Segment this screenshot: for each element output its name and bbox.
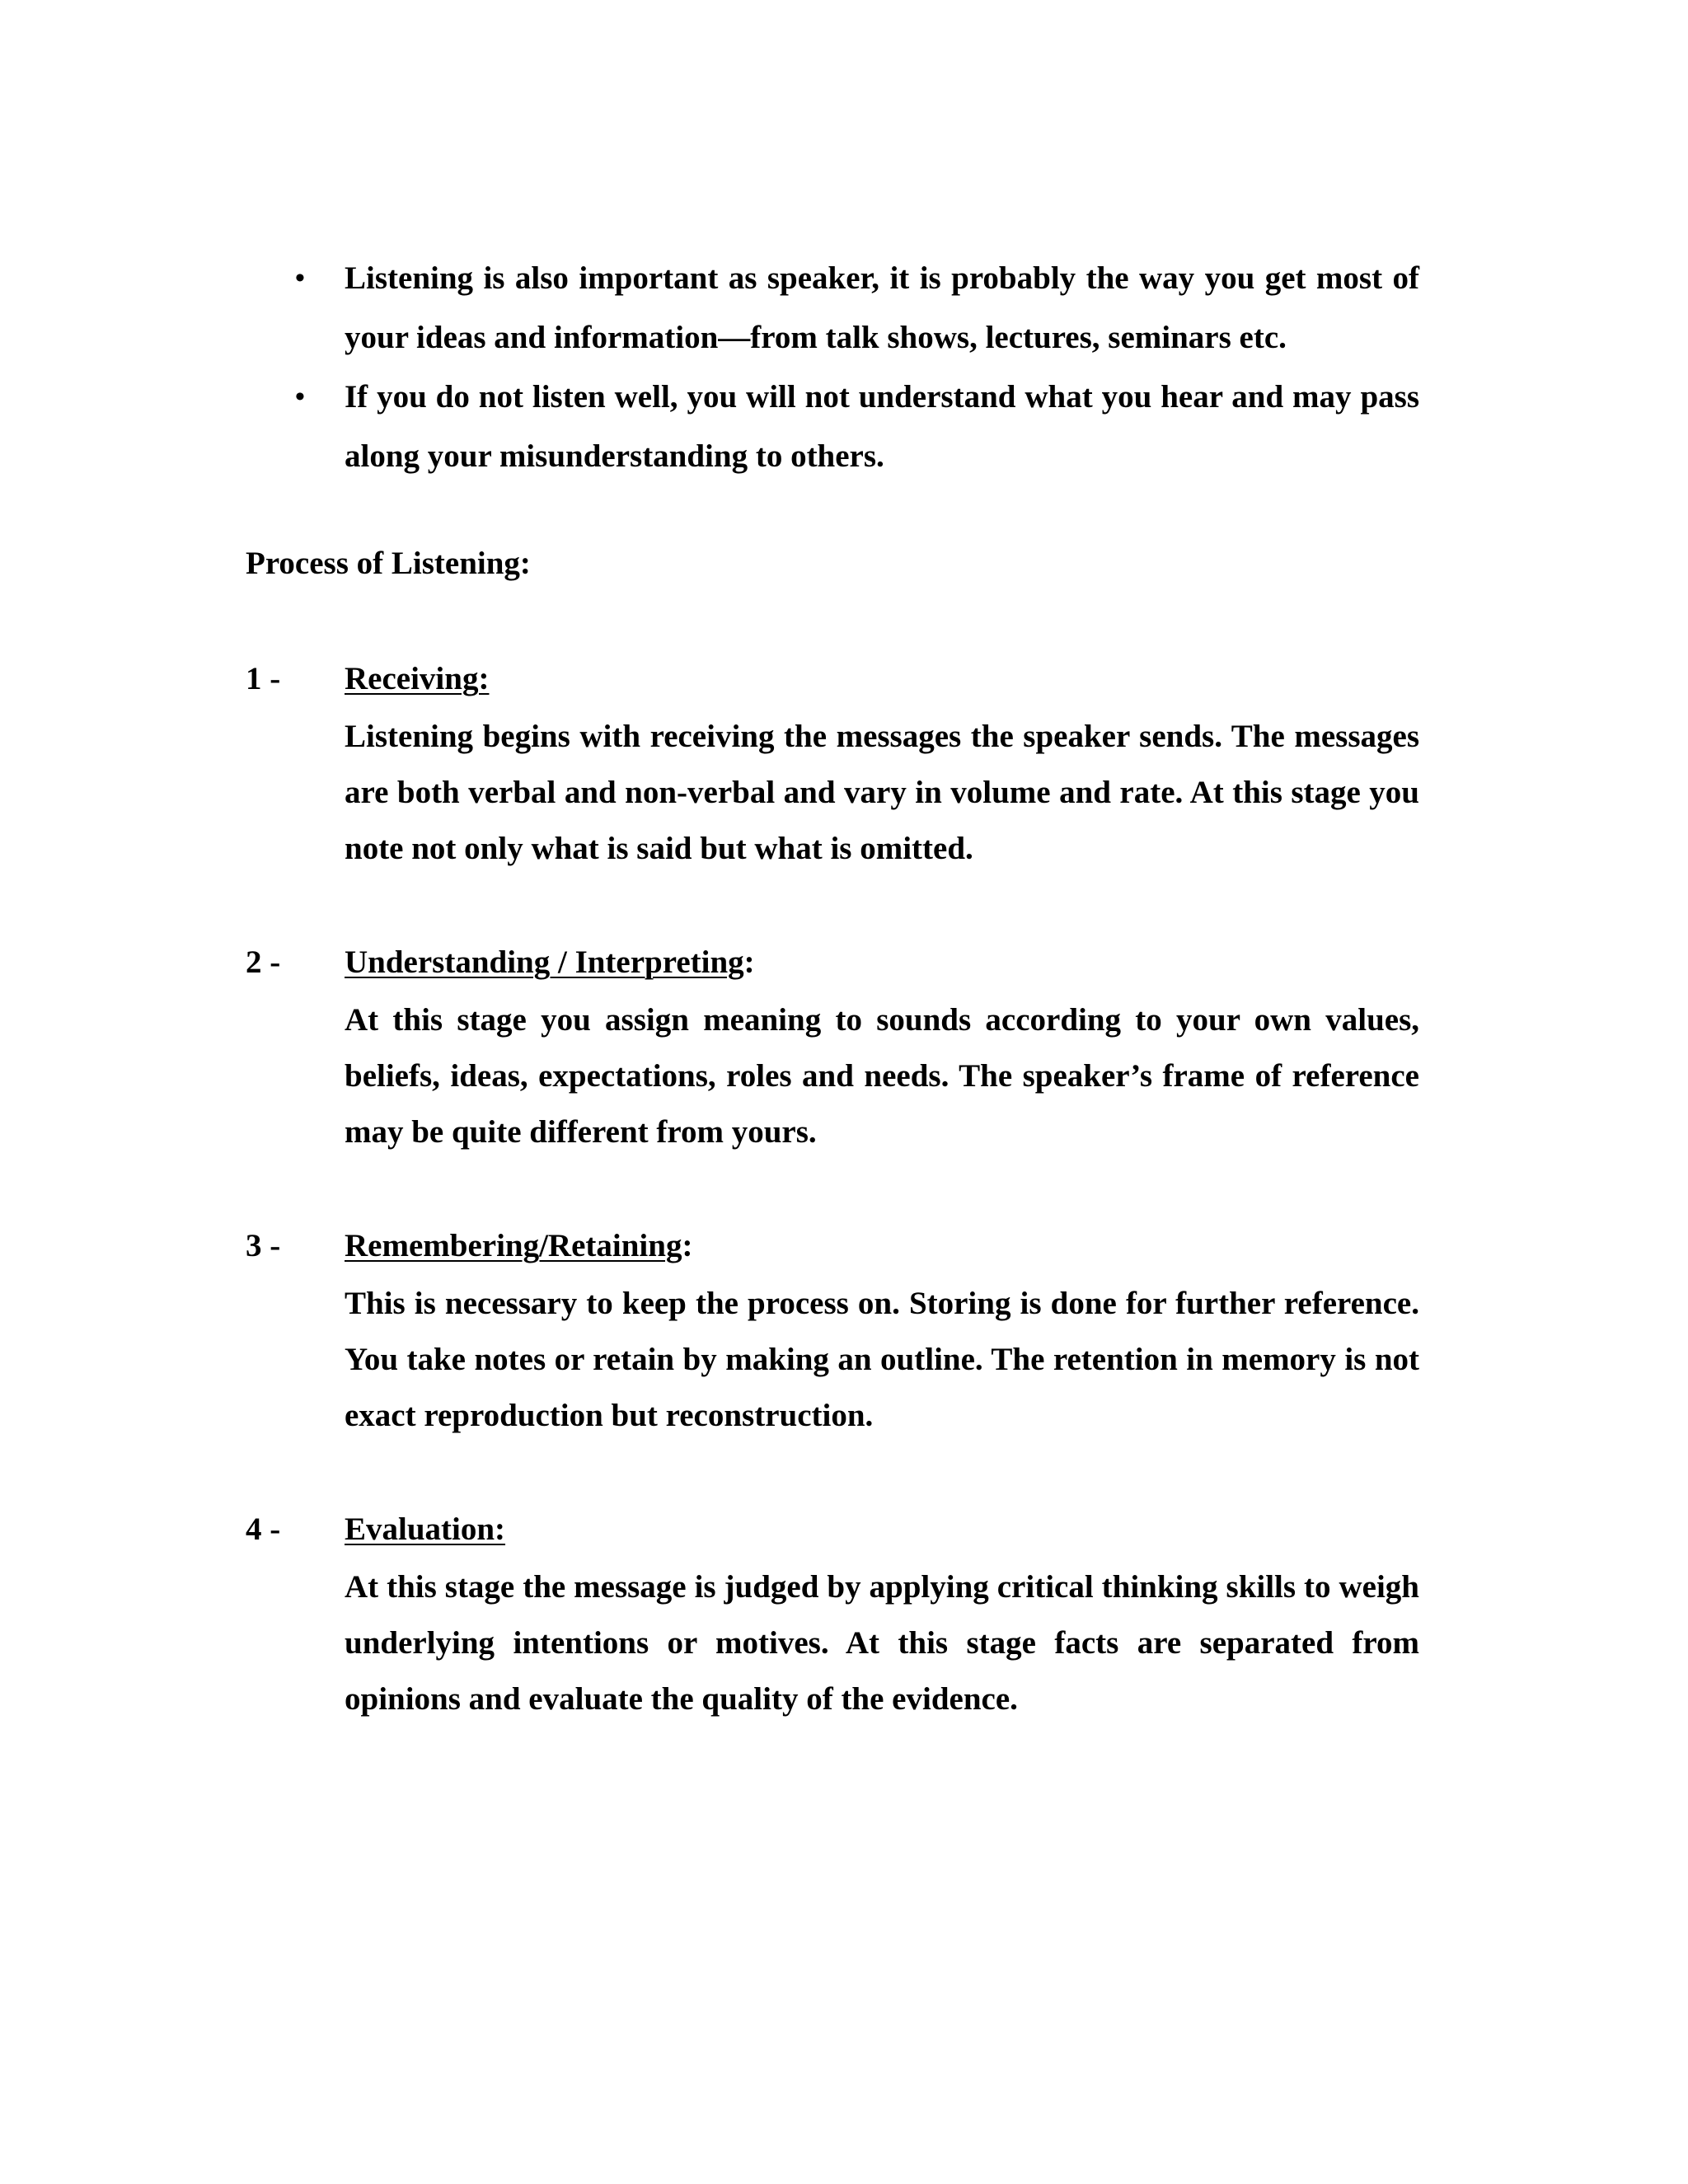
stage-title bbox=[345, 1221, 692, 1271]
stage-number: 4 - bbox=[246, 1511, 281, 1547]
bullet-item-listening-importance bbox=[290, 249, 1419, 368]
stage-title bbox=[345, 1505, 505, 1554]
stage-body: At this stage the message is judged by applying critical thinking skills to weigh underlying intentions or motives. At this stage facts are separated from opinions and evaluate the quality of the evidence. bbox=[345, 1569, 1419, 1717]
bullet-dot-icon: • bbox=[295, 382, 305, 412]
stage-title-suffix: : bbox=[682, 1228, 693, 1263]
stage-body: At this stage you assign meaning to sounds according to your own values, beliefs, ideas, expectations, roles and needs. The speaker’s frame of reference may be quite different from yours. bbox=[345, 1002, 1419, 1150]
stage-body: This is necessary to keep the process on. Storing is done for further reference. You take notes or retain by making an outline. The retention in memory is not exact reproduction but reconstruction. bbox=[345, 1286, 1419, 1433]
section-heading: Process of Listening: bbox=[246, 546, 531, 581]
stage-title-suffix: : bbox=[743, 944, 755, 980]
stage-body: Listening begins with receiving the messages the speaker sends. The messages are both verbal and non-verbal and vary in volume and rate. At this stage you note not only what is said but what is omitted. bbox=[345, 719, 1419, 866]
stage-title bbox=[345, 938, 755, 987]
stage-number: 1 - bbox=[246, 661, 281, 696]
bullet-text: If you do not listen well, you will not understand what you hear and may pass along your misunderstanding to others. bbox=[345, 379, 1419, 474]
stage-title-underlined: Receiving: bbox=[345, 661, 490, 696]
stage-title-underlined: Understanding / Interpreting bbox=[345, 944, 744, 980]
intro-bullet-list bbox=[290, 249, 1419, 486]
stage-title-underlined: Evaluation: bbox=[345, 1511, 506, 1547]
stage-number: 3 - bbox=[246, 1228, 281, 1263]
stage-number: 2 - bbox=[246, 944, 281, 980]
bullet-dot-icon: • bbox=[295, 263, 305, 293]
bullet-text: Listening is also important as speaker, it is probably the way you get most of your ideas and information—from talk shows, lectures, seminars etc. bbox=[345, 260, 1419, 355]
stage-title-underlined: Remembering/Retaining bbox=[345, 1228, 682, 1263]
stage-title bbox=[345, 654, 489, 704]
bullet-item-misunderstanding bbox=[290, 368, 1419, 486]
